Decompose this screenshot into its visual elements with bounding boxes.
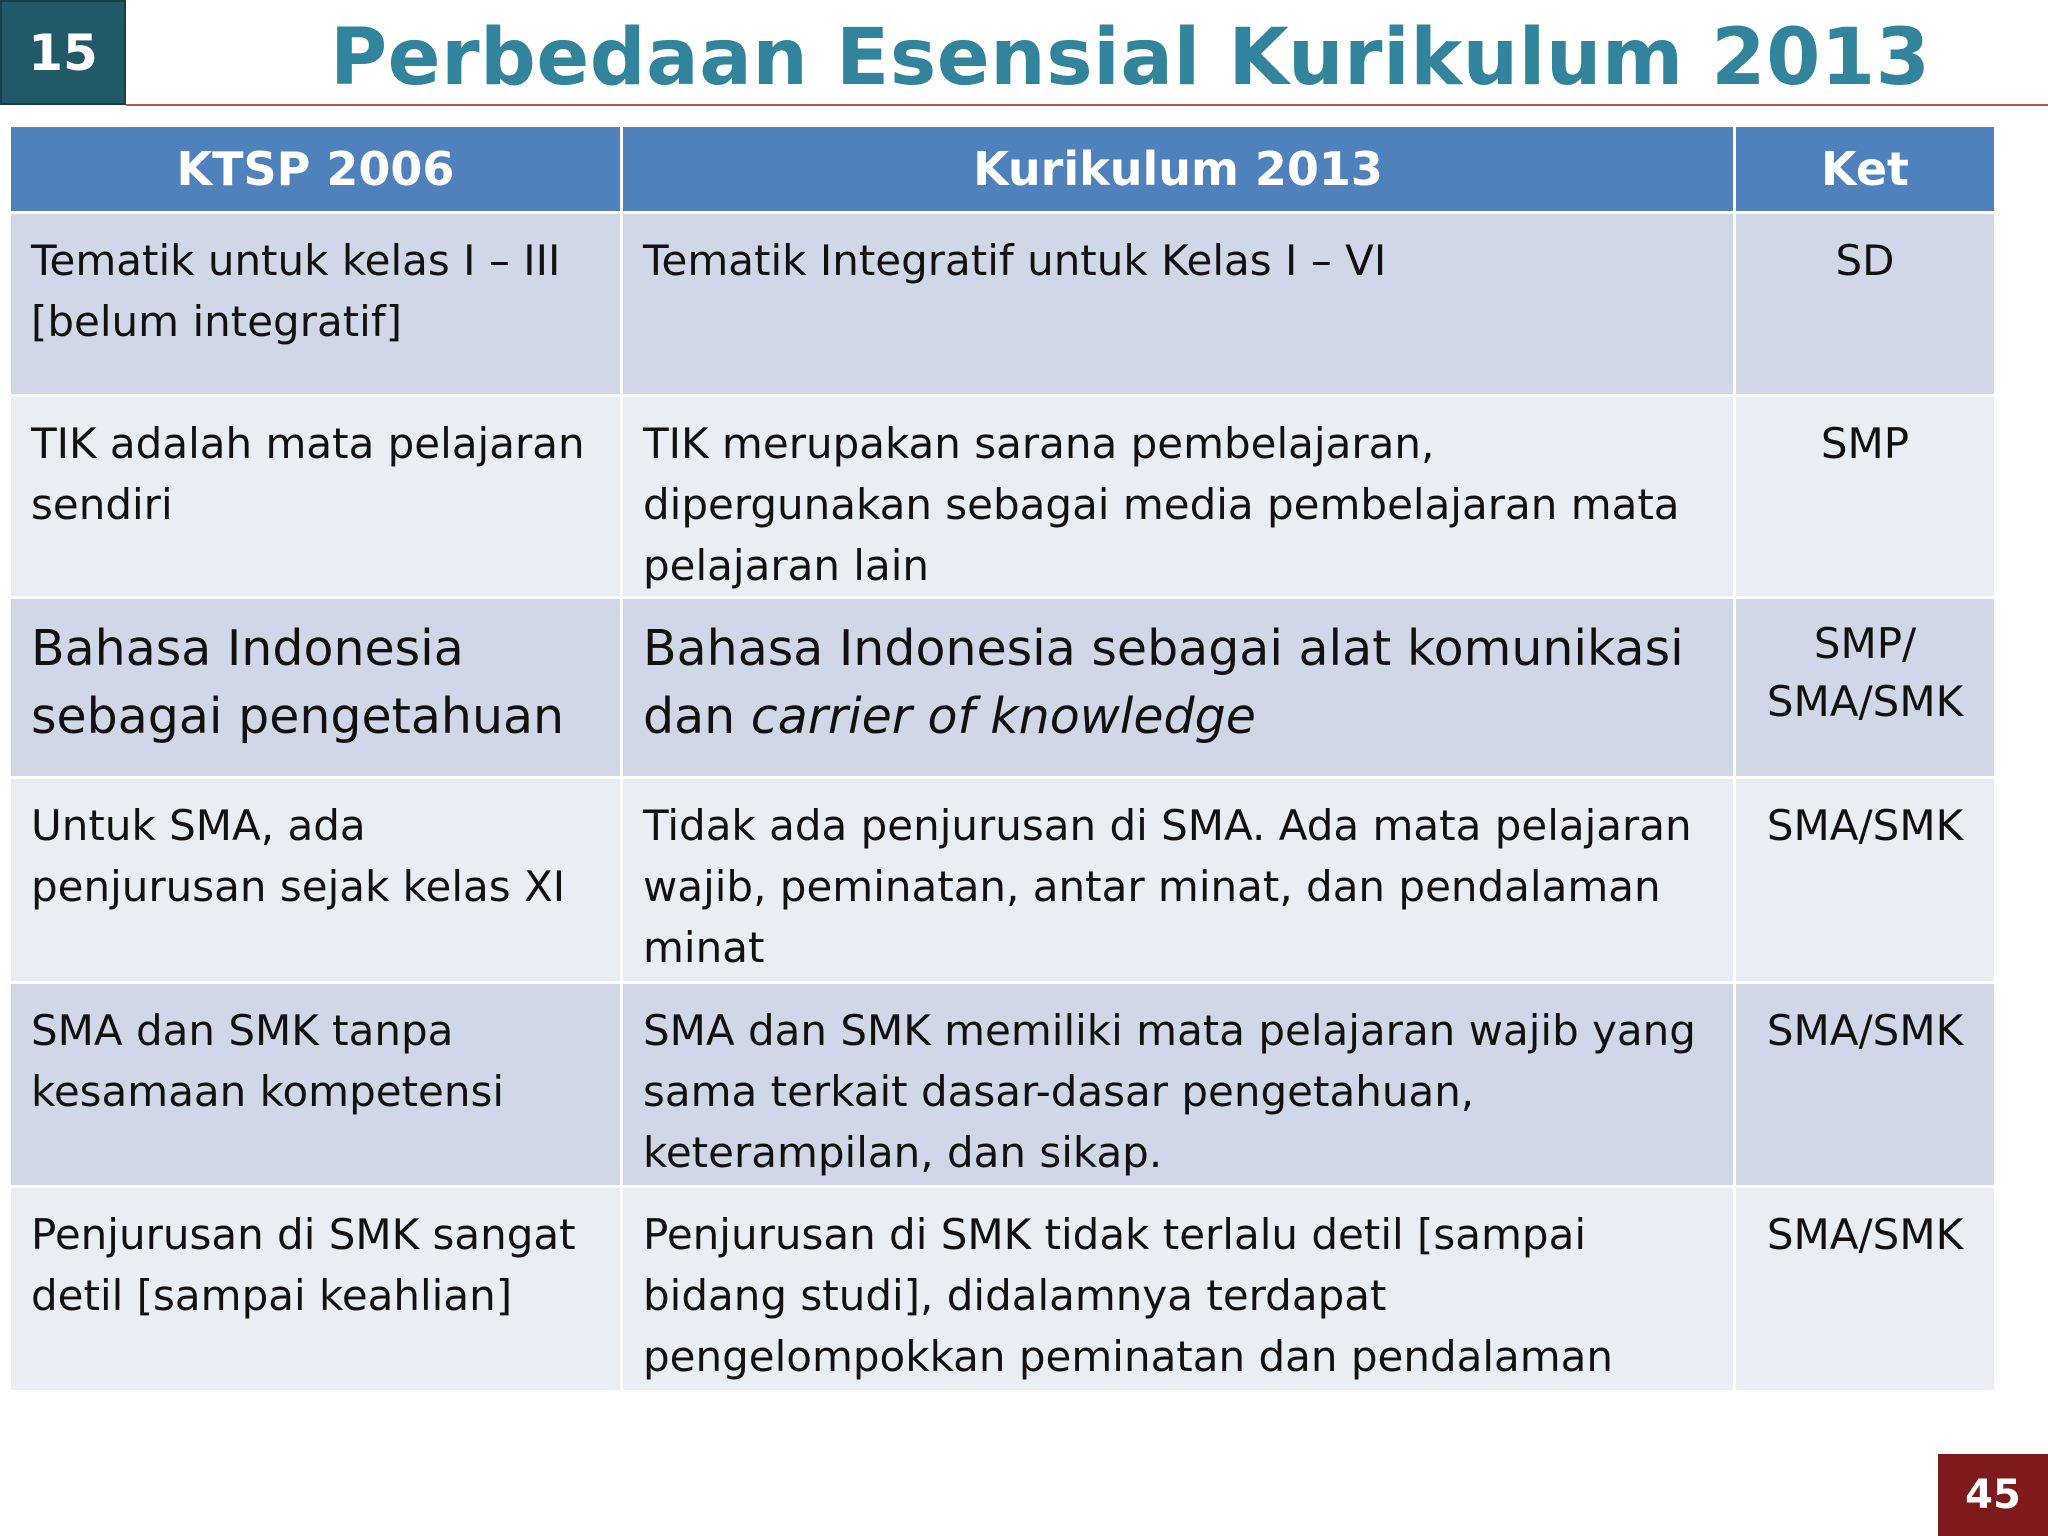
table-row [10,983,1996,1187]
cell-kurikulum-2013: Penjurusan di SMK tidak terlalu detil [sampai bidang studi], didalamnya terdapat pengelompokkan peminatan dan pendalaman [622,1187,1735,1392]
comparison-table [8,124,1997,1393]
table-header-row [10,126,1996,213]
cell-ktsp: Penjurusan di SMK sangat detil [sampai keahlian] [10,1187,622,1392]
table-row [10,778,1996,983]
cell-kurikulum-2013: SMA dan SMK memiliki mata pelajaran wajib yang sama terkait dasar-dasar pengetahuan, keterampilan, dan sikap. [622,983,1735,1187]
cell-ktsp: Untuk SMA, ada penjurusan sejak kelas XI [10,778,622,983]
table-row [10,598,1996,778]
cell-ket: SMA/SMK [1735,778,1996,983]
cell-ket: SMA/SMK [1735,1187,1996,1392]
table-row [10,1187,1996,1392]
cell-ket: SMA/SMK [1735,983,1996,1187]
table-row [10,396,1996,598]
slide-number-badge: 15 [0,0,126,105]
cell-kurikulum-2013 [622,598,1735,778]
cell-kurikulum-2013-text: Bahasa Indonesia sebagai alat komunikasi dan [643,620,1684,745]
cell-ket: SMP/ SMA/SMK [1735,598,1996,778]
header-ktsp-2006: KTSP 2006 [10,126,622,213]
cell-kurikulum-2013: Tematik Integratif untuk Kelas I – VI [622,213,1735,396]
cell-kurikulum-2013: TIK merupakan sarana pembelajaran, dipergunakan sebagai media pembelajaran mata pelajaran lain [622,396,1735,598]
header-kurikulum-2013: Kurikulum 2013 [622,126,1735,213]
slide-title: Perbedaan Esensial Kurikulum 2013 [330,13,1931,103]
cell-ktsp: SMA dan SMK tanpa kesamaan kompetensi [10,983,622,1187]
cell-ktsp: Bahasa Indonesia sebagai pengetahuan [10,598,622,778]
cell-ket: SD [1735,213,1996,396]
cell-kurikulum-2013: Tidak ada penjurusan di SMA. Ada mata pelajaran wajib, peminatan, antar minat, dan pendalaman minat [622,778,1735,983]
page-number-badge: 45 [1938,1454,2048,1536]
title-divider [126,104,2048,106]
cell-kurikulum-2013-italic: carrier of knowledge [750,688,1256,745]
table-row [10,213,1996,396]
cell-ket: SMP [1735,396,1996,598]
cell-ktsp: TIK adalah mata pelajaran sendiri [10,396,622,598]
header-ket: Ket [1735,126,1996,213]
cell-ktsp: Tematik untuk kelas I – III [belum integratif] [10,213,622,396]
